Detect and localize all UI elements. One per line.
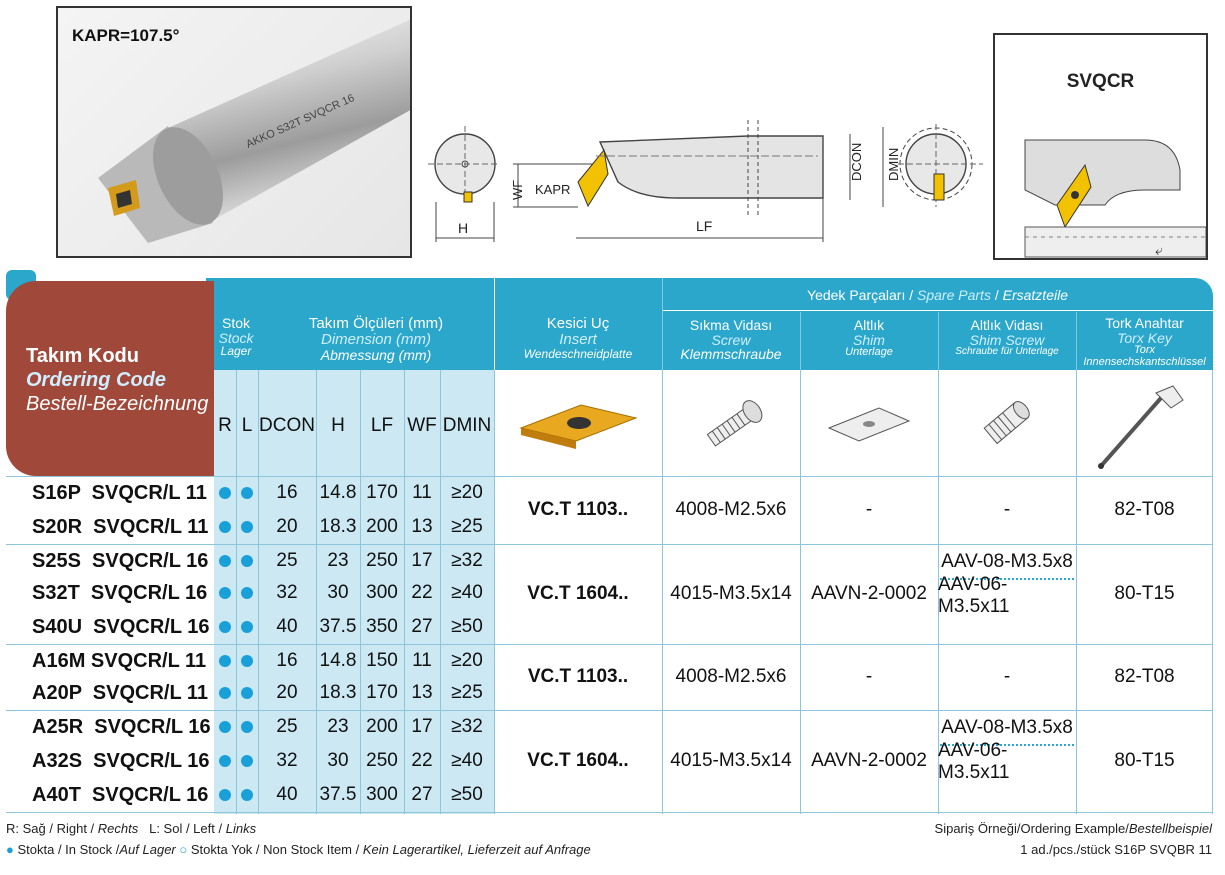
dmin-cell: ≥40 xyxy=(451,750,483,771)
shim-image xyxy=(824,403,914,448)
wf-cell: 22 xyxy=(411,750,433,771)
col-lf: LF xyxy=(370,415,394,436)
shim-code: AAVN-2-0002 xyxy=(811,583,927,604)
lf-cell: 170 xyxy=(366,482,398,503)
product-table xyxy=(6,278,1213,814)
legend-rl: R: Sağ / Right / Rechts L: Sol / Left / Links xyxy=(6,821,257,836)
wf-cell: 27 xyxy=(411,616,433,637)
torx-header: Tork Anahtar Torx Key Torx Innensechskantschlüssel xyxy=(1083,315,1206,368)
in-stock-dot-icon xyxy=(241,555,253,567)
h-cell: 23 xyxy=(327,716,349,737)
wf-cell: 22 xyxy=(411,582,433,603)
stock-r xyxy=(214,778,236,812)
insert-code: VC.T 1604.. xyxy=(527,750,629,771)
stock-l xyxy=(236,576,258,610)
in-stock-dot-icon xyxy=(219,687,231,699)
dcon-cell: 20 xyxy=(276,682,298,703)
dmin-cell: ≥32 xyxy=(451,550,483,571)
svg-text:⤶: ⤶ xyxy=(1155,243,1163,259)
dcon-cell: 40 xyxy=(276,784,298,805)
svg-text:AKKO S32T SVQCR 16: AKKO S32T SVQCR 16 xyxy=(244,92,357,151)
dmin-cell: ≥20 xyxy=(451,650,483,671)
wf-cell: 17 xyxy=(411,550,433,571)
dmin-cell: ≥20 xyxy=(451,482,483,503)
screw-code: 4008-M2.5x6 xyxy=(675,666,787,687)
shim-screw-code: AAV-06-M3.5x11 xyxy=(938,740,1010,783)
in-stock-dot-icon xyxy=(219,555,231,567)
label-lf: LF xyxy=(696,218,713,234)
svqcr-diagram xyxy=(993,33,1208,260)
ordering-code-cell: S40U SVQCR/L 16 xyxy=(32,615,210,638)
h-cell: 30 xyxy=(327,582,349,603)
stock-l xyxy=(236,610,258,644)
wf-cell: 13 xyxy=(411,682,433,703)
dcon-cell: 25 xyxy=(276,550,298,571)
in-stock-dot-icon xyxy=(241,755,253,767)
svqcr-sketch xyxy=(995,115,1206,260)
dmin-cell: ≥50 xyxy=(451,784,483,805)
stock-header: Stok Stock Lager xyxy=(218,315,254,359)
ordering-code-header xyxy=(6,281,214,476)
product-photo xyxy=(56,6,412,258)
stock-r xyxy=(214,710,236,744)
stock-r xyxy=(214,544,236,578)
h-cell: 37.5 xyxy=(319,616,357,637)
legend-stock: ● Stokta / In Stock /Auf Lager ○ Stokta Yok / Non Stock Item / Kein Lagerartikel, Lieferzeit auf Anfrage xyxy=(6,842,591,857)
in-stock-dot-icon xyxy=(241,621,253,633)
in-stock-dot-icon xyxy=(219,521,231,533)
torx-code: 80-T15 xyxy=(1114,750,1175,771)
dmin-cell: ≥50 xyxy=(451,616,483,637)
kapr-label: KAPR=107.5° xyxy=(72,26,180,45)
col-dmin: DMIN xyxy=(442,415,492,436)
stock-l xyxy=(236,544,258,578)
stock-l xyxy=(236,676,258,710)
order-example: Sipariş Örneği/Ordering Example/Bestellbeispiel xyxy=(934,821,1212,836)
stock-r xyxy=(214,576,236,610)
label-dmin: DMIN xyxy=(886,147,901,181)
shim-header: Altlık Shim Unterlage xyxy=(845,317,893,359)
order-line: 1 ad./pcs./stück S16P SVQBR 11 xyxy=(1020,842,1212,857)
stock-r xyxy=(214,676,236,710)
h-cell: 30 xyxy=(327,750,349,771)
ordering-code-cell: A25R SVQCR/L 16 xyxy=(32,715,211,738)
ordering-code: Ordering Code xyxy=(26,369,167,391)
takim-kodu: Takım Kodu xyxy=(26,345,139,367)
stock-l xyxy=(236,744,258,778)
col-dcon: DCON xyxy=(259,415,315,436)
in-stock-dot-icon xyxy=(219,587,231,599)
stock-l xyxy=(236,778,258,812)
ordering-code-cell: A20P SVQCR/L 11 xyxy=(32,681,209,704)
insert-header: Kesici Uç Insert Wendeschneidplatte xyxy=(523,315,633,361)
in-stock-dot-icon xyxy=(241,521,253,533)
col-wf: WF xyxy=(407,415,437,436)
dmin-cell: ≥25 xyxy=(451,682,483,703)
insert-image xyxy=(511,393,641,453)
wf-cell: 17 xyxy=(411,716,433,737)
label-wf: WF xyxy=(510,179,525,200)
label-dcon: DCON xyxy=(849,142,864,181)
shim-code: - xyxy=(865,666,873,687)
in-stock-dot-icon xyxy=(241,587,253,599)
in-stock-dot-icon xyxy=(241,687,253,699)
lf-cell: 250 xyxy=(366,750,398,771)
shim-code: - xyxy=(865,499,873,520)
ordering-code-cell: S16P SVQCR/L 11 xyxy=(32,481,207,504)
in-stock-dot-icon xyxy=(241,789,253,801)
ordering-code-cell: S20R SVQCR/L 11 xyxy=(32,515,209,538)
screw-image xyxy=(696,388,776,458)
in-stock-dot-icon xyxy=(219,655,231,667)
ordering-code-cell: A32S SVQCR/L 16 xyxy=(32,749,210,772)
technical-drawing xyxy=(428,112,988,247)
stock-r xyxy=(214,476,236,510)
lf-cell: 300 xyxy=(366,784,398,805)
dcon-cell: 16 xyxy=(276,482,298,503)
h-cell: 14.8 xyxy=(319,482,357,503)
wf-cell: 11 xyxy=(412,482,432,503)
lf-cell: 200 xyxy=(366,716,398,737)
lf-cell: 250 xyxy=(366,550,398,571)
dmin-cell: ≥25 xyxy=(451,516,483,537)
stock-r xyxy=(214,510,236,544)
stock-r xyxy=(214,744,236,778)
stock-r xyxy=(214,610,236,644)
lf-cell: 170 xyxy=(366,682,398,703)
shim-screw-code: AAV-08-M3.5x8 xyxy=(941,551,1073,572)
in-stock-dot-icon xyxy=(241,487,253,499)
ordering-code-cell: S25S SVQCR/L 16 xyxy=(32,549,209,572)
shim-code: AAVN-2-0002 xyxy=(811,750,927,771)
in-stock-dot-icon xyxy=(241,655,253,667)
h-cell: 18.3 xyxy=(319,516,357,537)
h-cell: 37.5 xyxy=(319,784,357,805)
in-stock-dot-icon xyxy=(219,721,231,733)
col-r: R xyxy=(218,415,232,436)
dcon-cell: 25 xyxy=(276,716,298,737)
shim-screw-image xyxy=(971,388,1041,458)
svqcr-title: SVQCR xyxy=(1066,71,1135,92)
stock-l xyxy=(236,644,258,678)
shim-screw-code: AAV-06-M3.5x11 xyxy=(938,574,1010,617)
insert-code: VC.T 1103.. xyxy=(527,499,629,520)
screw-code: 4008-M2.5x6 xyxy=(675,499,787,520)
stock-r xyxy=(214,644,236,678)
dmin-cell: ≥32 xyxy=(451,716,483,737)
dcon-cell: 32 xyxy=(276,750,298,771)
stock-l xyxy=(236,510,258,544)
in-stock-dot-icon xyxy=(219,789,231,801)
ordering-code-cell: A16M SVQCR/L 11 xyxy=(32,649,207,672)
insert-code: VC.T 1103.. xyxy=(527,666,629,687)
screw-code: 4015-M3.5x14 xyxy=(670,750,792,771)
col-l: L xyxy=(241,415,253,436)
in-stock-dot-icon xyxy=(219,487,231,499)
h-cell: 23 xyxy=(327,550,349,571)
dmin-cell: ≥40 xyxy=(451,582,483,603)
ordering-code-cell: S32T SVQCR/L 16 xyxy=(32,581,208,604)
dcon-cell: 32 xyxy=(276,582,298,603)
stock-l xyxy=(236,476,258,510)
dcon-cell: 20 xyxy=(276,516,298,537)
instock-dot-icon: ● xyxy=(6,842,14,857)
spare-parts-header: Yedek Parçaları / Spare Parts / Ersatzteile xyxy=(807,287,1068,303)
insert-code: VC.T 1604.. xyxy=(527,583,629,604)
torx-code: 82-T08 xyxy=(1114,666,1175,687)
lf-cell: 150 xyxy=(366,650,398,671)
h-cell: 18.3 xyxy=(319,682,357,703)
shim-screw-code: AAV-08-M3.5x8 xyxy=(941,717,1073,738)
shim-screw-header: Altlık Vidası Shim Screw Schraube für Unterlage xyxy=(955,317,1059,358)
torx-code: 82-T08 xyxy=(1114,499,1175,520)
screw-header: Sıkma Vidası Screw Klemmschraube xyxy=(680,317,782,363)
torx-code: 80-T15 xyxy=(1114,583,1175,604)
wf-cell: 13 xyxy=(411,516,433,537)
screw-code: 4015-M3.5x14 xyxy=(670,583,792,604)
h-cell: 14.8 xyxy=(319,650,357,671)
nonstock-dot-icon: ○ xyxy=(179,842,188,857)
in-stock-dot-icon xyxy=(219,621,231,633)
lf-cell: 350 xyxy=(366,616,398,637)
in-stock-dot-icon xyxy=(241,721,253,733)
shim-screw-code: - xyxy=(1003,499,1011,520)
label-h: H xyxy=(458,220,469,236)
lf-cell: 200 xyxy=(366,516,398,537)
dcon-cell: 16 xyxy=(276,650,298,671)
dimension-header: Takım Ölçüleri (mm) Dimension (mm) Abmessung (mm) xyxy=(308,315,444,363)
stock-l xyxy=(236,710,258,744)
wf-cell: 27 xyxy=(411,784,433,805)
lf-cell: 300 xyxy=(366,582,398,603)
bestell-bezeichnung: Bestell-Bezeichnung xyxy=(26,393,209,415)
dcon-cell: 40 xyxy=(276,616,298,637)
shim-screw-code: - xyxy=(1003,666,1011,687)
wf-cell: 11 xyxy=(412,650,432,671)
label-kapr: KAPR xyxy=(535,182,571,197)
ordering-code-cell: A40T SVQCR/L 16 xyxy=(32,783,209,806)
in-stock-dot-icon xyxy=(219,755,231,767)
torx-key-image xyxy=(1091,378,1191,478)
col-h: H xyxy=(331,415,345,436)
